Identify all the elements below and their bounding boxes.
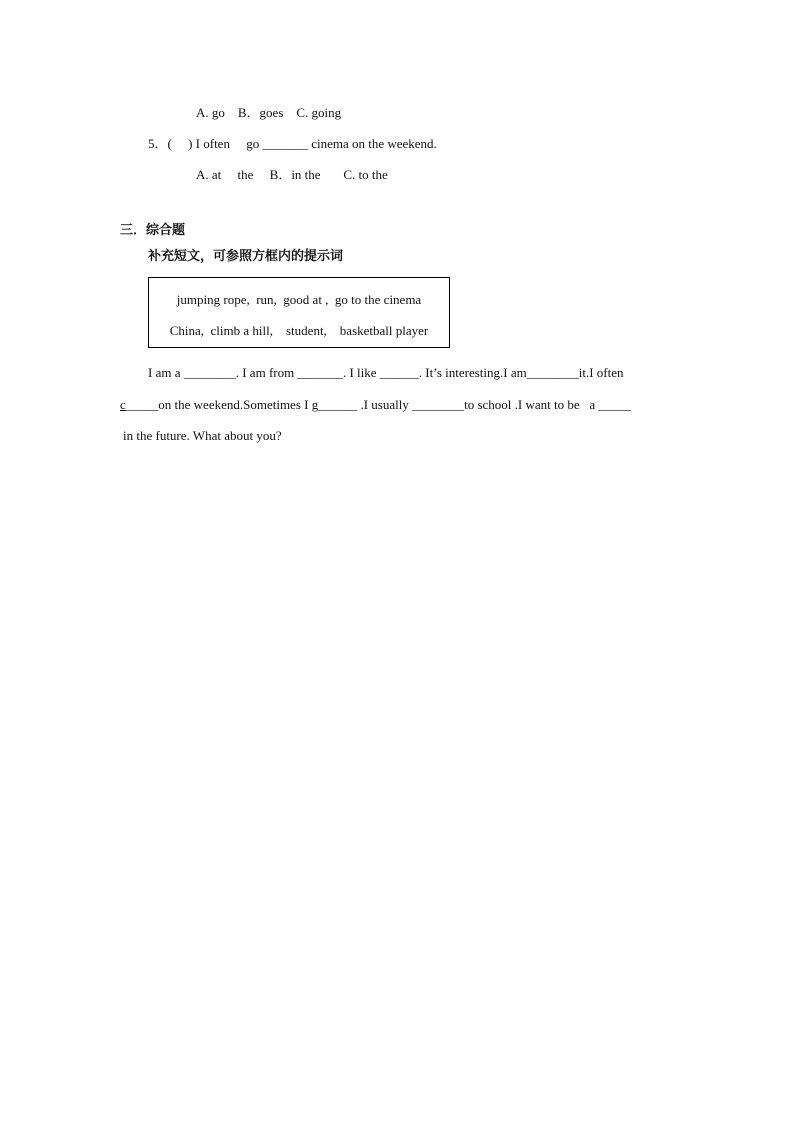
passage-line-2-part-a: _____on the weekend.Sometimes I [125,397,312,412]
passage-line-3: in the future. What about you? [123,428,282,443]
hint-word-box [148,277,450,348]
passage-line-2 [120,397,631,413]
hint-letter-c: c [120,397,126,412]
hint-letter-g: g [311,397,319,412]
passage-line-1: I am a ________. I am from _______. I like ______. It’s interesting.I am________it.I often [148,365,624,380]
section-title: 三．综合题 [120,223,186,238]
hint-line-1: jumping rope, run, good at , go to the cinema [176,292,422,307]
question-5-stem: 5．( ) I often go _______ cinema on the weekend. [148,136,437,151]
question-4-options: A. go B．goes C. going [196,105,342,120]
section-instruction: 补充短文，可参照方框内的提示词 [148,249,344,264]
hint-line-2: China, climb a hill, student, basketball player [169,323,429,338]
question-5-options: A. at the B．in the C. to the [196,167,388,182]
passage-line-2-part-b: ______ .I usually ________to school .I want to be a _____ [318,397,631,412]
